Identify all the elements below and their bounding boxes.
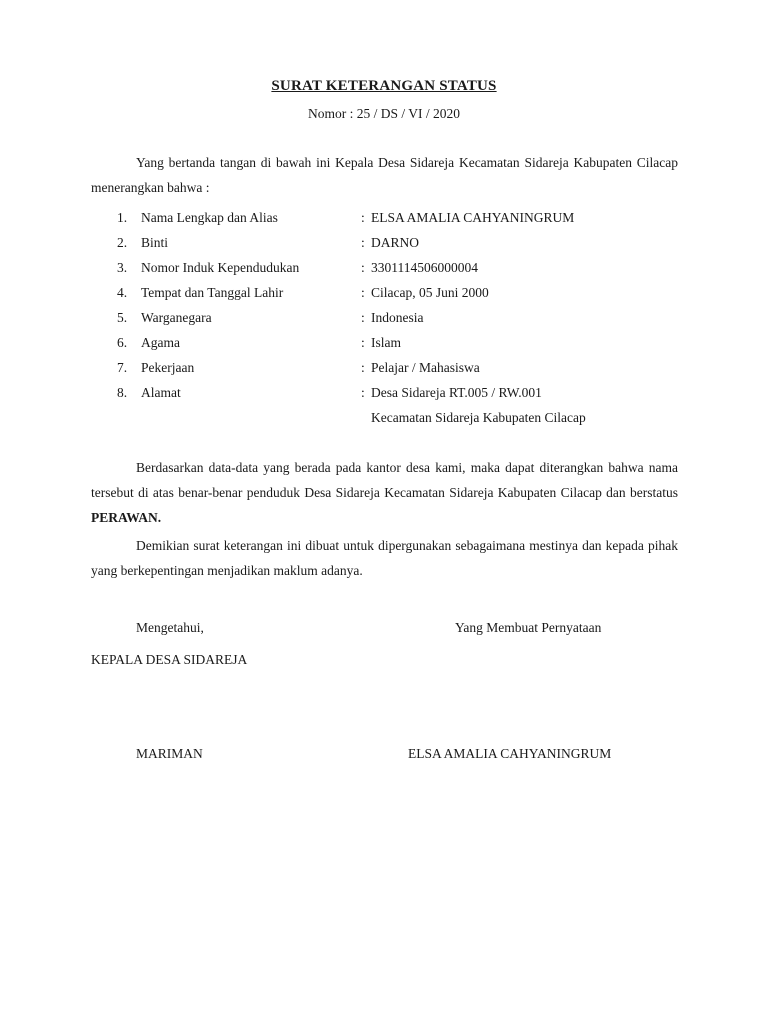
item-number: 3. [117,260,128,275]
item-number: 4. [117,285,128,300]
village-head-title: KEPALA DESA SIDAREJA [91,652,248,667]
field-label-occupation: Pekerjaan [141,360,195,375]
list-item [117,355,717,380]
field-value-name: ELSA AMALIA CAHYANINGRUM [371,210,575,225]
field-colon: : [361,335,365,350]
item-number: 1. [117,210,128,225]
field-colon: : [361,360,365,375]
field-value-occupation: Pelajar / Mahasiswa [371,360,480,375]
list-item [117,380,717,405]
statement-text: Berdasarkan data-data yang berada pada kantor desa kami, maka dapat diterangkan bahwa nama tersebut di atas benar-benar penduduk Desa Sidareja Kecamatan Sidareja Kabupaten Cilacap dan berstatus [91,460,678,500]
field-value-nik: 3301114506000004 [371,260,478,275]
field-value-citizenship: Indonesia [371,310,424,325]
maker-name: ELSA AMALIA CAHYANINGRUM [408,746,612,761]
list-item [117,280,717,305]
maker-label: Yang Membuat Pernyataan [455,620,602,635]
field-colon: : [361,210,365,225]
field-value-address: Desa Sidareja RT.005 / RW.001 [371,385,542,400]
item-number: 5. [117,310,128,325]
field-label-birth: Tempat dan Tanggal Lahir [141,285,284,300]
field-label-citizenship: Warganegara [141,310,212,325]
item-number: 7. [117,360,128,375]
field-colon: : [361,285,365,300]
field-label-name: Nama Lengkap dan Alias [141,210,278,225]
field-label-nik: Nomor Induk Kependudukan [141,260,300,275]
field-value-religion: Islam [371,335,401,350]
document-number: Nomor : 25 / DS / VI / 2020 [307,106,460,121]
document-title: SURAT KETERANGAN STATUS [271,78,497,94]
list-item [117,255,717,280]
list-item [117,230,717,255]
field-label-religion: Agama [141,335,180,350]
list-item [117,330,717,355]
field-value-address-line2: Kecamatan Sidareja Kabupaten Cilacap [371,410,586,425]
field-label-address: Alamat [141,385,181,400]
list-item [117,305,717,330]
item-number: 2. [117,235,128,250]
item-number: 8. [117,385,128,400]
statement-paragraph [91,455,678,530]
list-item [117,205,717,230]
intro-paragraph: Yang bertanda tangan di bawah ini Kepala Desa Sidareja Kecamatan Sidareja Kabupaten Cilacap menerangkan bahwa : [91,155,678,195]
field-colon: : [361,235,365,250]
field-colon: : [361,385,365,400]
field-colon: : [361,260,365,275]
village-head-name: MARIMAN [136,746,203,761]
field-label-binti: Binti [141,235,169,250]
field-value-birth: Cilacap, 05 Juni 2000 [371,285,489,300]
field-colon: : [361,310,365,325]
item-number: 6. [117,335,128,350]
closing-paragraph: Demikian surat keterangan ini dibuat untuk dipergunakan sebagaimana mestinya dan kepada pihak yang berkepentingan menjadikan maklum adanya. [91,538,678,578]
acknowledged-label: Mengetahui, [136,620,204,635]
field-value-binti: DARNO [371,235,420,250]
status-value: PERAWAN. [91,510,162,525]
